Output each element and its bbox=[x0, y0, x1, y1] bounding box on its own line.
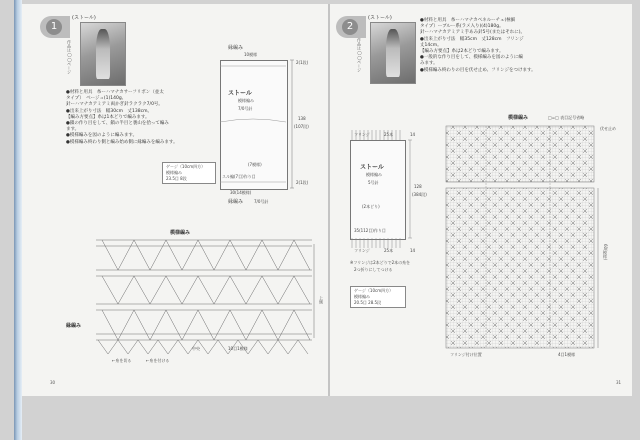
chart-fringe-position: フリンジ付け位置 bbox=[450, 352, 482, 357]
materials-line: ●材料と用具 糸ーハマナカベネルーチェ(極細 bbox=[420, 18, 516, 23]
fringe-top-length: 14 bbox=[410, 132, 416, 137]
chart-top-label: 模様編み bbox=[170, 230, 191, 236]
diagram-bottom-label: 縁編み bbox=[228, 199, 244, 205]
diagram-right-dim-rows: (107段) bbox=[294, 124, 309, 129]
materials-line: ●一般的な作り目をして、模様編みを図のように編 bbox=[420, 55, 523, 61]
fringe-bottom-count: 25本 bbox=[384, 248, 394, 253]
chart-repeat: 4目1模様 bbox=[558, 352, 576, 357]
side-caption: 作品は◯◯ページ bbox=[357, 38, 362, 72]
materials-line: タイプ）ーブルー系(ラメ入り)(4)180g。 bbox=[420, 24, 504, 30]
gauge-title: ゲージ（10cm四方） bbox=[166, 164, 206, 169]
diagram-right-dim-bot: 2(1段) bbox=[296, 180, 309, 185]
materials-line: ●材料と用具 糸ーハマナカサーフリボン（並太 bbox=[66, 90, 164, 95]
materials-line: 丈14cm。 bbox=[420, 42, 442, 48]
gauge-line1: 模様編み bbox=[166, 170, 182, 175]
diagram-inner-note: (7模様) bbox=[248, 162, 262, 167]
pattern-number-badge: 2 bbox=[342, 19, 358, 35]
materials-line: 【編み方要点】糸は1本どりで編みます。 bbox=[66, 114, 150, 120]
diagram-hook: 7/0号針 bbox=[238, 106, 253, 111]
diagram-start-note: 35(112目)作り目 bbox=[354, 228, 386, 233]
fringe-top-label: フリンジ bbox=[354, 132, 370, 137]
chart-legend-cut: ←糸を切る bbox=[112, 358, 132, 363]
materials-line: ●模様編み終わり側と編み始め側に縁編みを編みます。 bbox=[66, 139, 178, 145]
diagram-subtitle: 模様編み bbox=[366, 172, 382, 177]
diagram-right-dim-top: 2(1段) bbox=[296, 60, 309, 65]
chart-left-label: 縁編み bbox=[66, 323, 82, 329]
item-label: (ストール) bbox=[368, 15, 392, 21]
page-number: 30 bbox=[50, 380, 56, 385]
materials-line: ●出来上がり寸法 幅30cm 丈138cm。 bbox=[66, 108, 152, 114]
gauge-line2: 23.5目 8段 bbox=[166, 176, 187, 181]
fringe-bottom-length: 14 bbox=[410, 248, 416, 253]
chart-bind-off: 伏せ止め bbox=[600, 126, 616, 131]
fringe-note-2: 2つ折りにしてつける bbox=[354, 267, 393, 272]
diagram-top-dim: 10模様 bbox=[244, 52, 258, 57]
fringe-note-1: ※フリンジは2本どりで2本の糸を bbox=[350, 260, 411, 265]
diagram-hook: 5号針 bbox=[368, 180, 379, 185]
materials-line: ●模様編みを図のように編みます。 bbox=[66, 133, 138, 139]
materials-line: 【編み方要点】糸は2本どりで編みます。 bbox=[420, 49, 504, 55]
chart-bottom-repeat: 10目1模様 bbox=[228, 346, 248, 351]
left-page bbox=[22, 4, 328, 396]
diagram-subtitle: 模様編み bbox=[238, 98, 254, 103]
gauge-title: ゲージ（10cm四方） bbox=[354, 288, 394, 293]
materials-line: ます。 bbox=[66, 127, 80, 133]
gauge-line2: 20.5目 28.5段 bbox=[354, 300, 382, 305]
diagram-bottom-start: スル編(7目)作り目 bbox=[222, 174, 256, 179]
materials-line: 針ーハマナカアミアミ両かぎ針ラクラク7/0号。 bbox=[66, 102, 163, 108]
chart-right-side: 60(模様) bbox=[603, 244, 608, 261]
diagram-right-dim: 128 bbox=[414, 184, 422, 189]
materials-line: 針ーハマナカアミアミ手あみ針5号(またはそれに)。 bbox=[420, 30, 526, 36]
diagram-inner-note: (2本どり) bbox=[362, 204, 380, 209]
page-number: 31 bbox=[616, 380, 622, 385]
chart-bottom-center: 中央 bbox=[192, 346, 200, 351]
book-spine-edge bbox=[14, 0, 22, 440]
item-label: (ストール) bbox=[72, 15, 96, 21]
diagram-bottom-dim: 30(14模様) bbox=[230, 190, 252, 195]
diagram-top-label: 縁編み bbox=[228, 45, 244, 51]
fringe-top-count: 25本 bbox=[384, 132, 394, 137]
chart-legend: □=□ 表目記号省略 bbox=[548, 115, 585, 120]
fringe-bottom-label: フリンジ bbox=[354, 248, 370, 253]
side-caption: 作品は◯◯ページ bbox=[67, 40, 72, 74]
diagram-title: ストール bbox=[360, 164, 384, 171]
crochet-chart bbox=[22, 4, 328, 396]
diagram-title: ストール bbox=[228, 90, 252, 97]
knitting-chart bbox=[330, 4, 632, 396]
gauge-line1: 模様編み bbox=[354, 294, 370, 299]
materials-line: ●模様編み終わりの目を伏せ止め、フリンジをつけます。 bbox=[420, 67, 536, 73]
right-page bbox=[330, 4, 632, 396]
pattern-number-badge: 1 bbox=[46, 19, 62, 35]
chart-legend-attach: ←糸を付ける bbox=[146, 358, 170, 363]
diagram-right-dim-rows: (384段) bbox=[412, 192, 427, 197]
chart-top-label: 模様編み bbox=[508, 115, 529, 121]
materials-line: ●鎖の作り目をして、鎖の半目と裏山を拾って編み bbox=[66, 121, 169, 127]
materials-line: タイプ） ベージュ(1)140g、 bbox=[66, 96, 127, 102]
materials-line: みます。 bbox=[420, 61, 438, 67]
diagram-bottom-hook: 7/0号針 bbox=[254, 199, 269, 204]
diagram-right-dim: 138 bbox=[298, 116, 306, 121]
materials-line: ●出来上がり寸法 幅35cm 丈128cm フリンジ bbox=[420, 36, 524, 42]
chart-right-label: 上側 bbox=[319, 296, 324, 304]
